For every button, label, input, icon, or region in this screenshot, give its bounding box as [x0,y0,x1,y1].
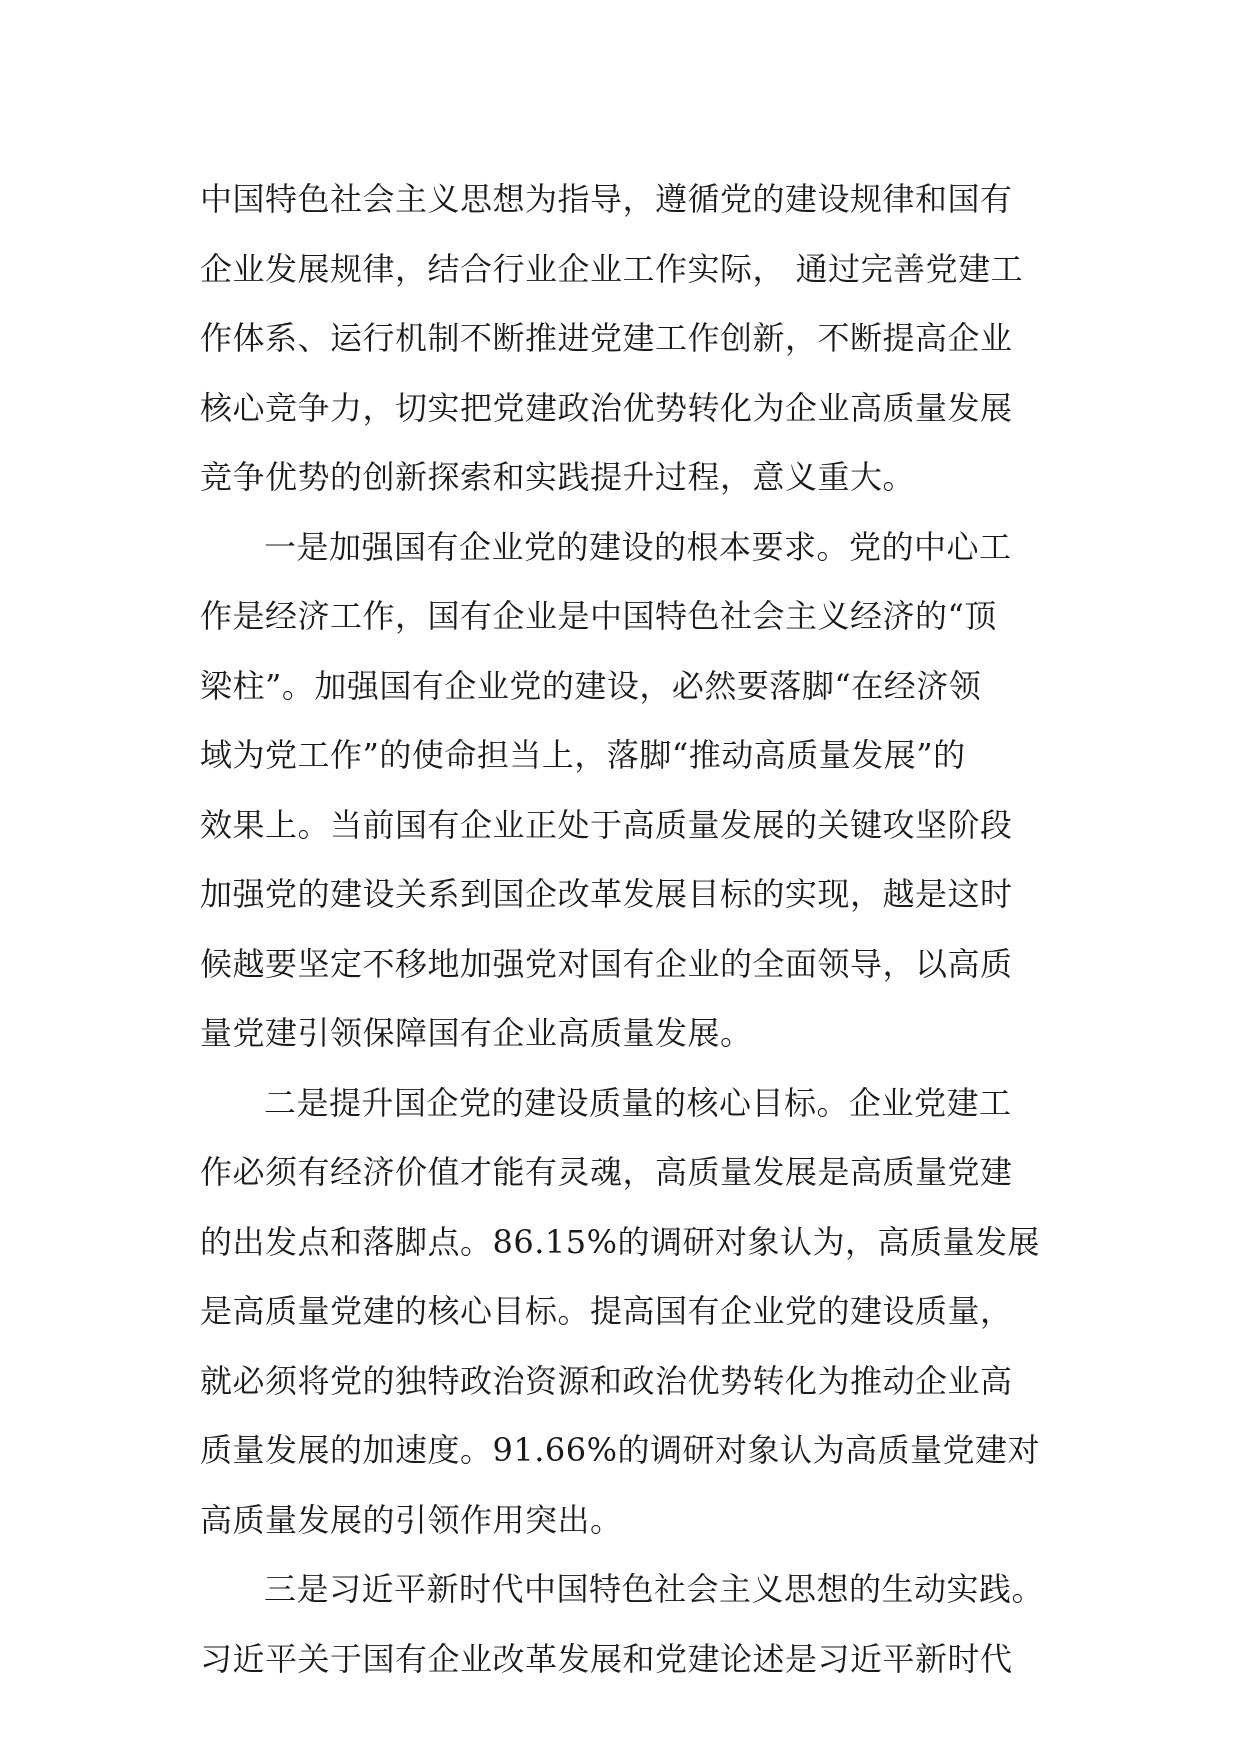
text-line: 域为党工作”的使命担当上，落脚“推动高质量发展”的 [200,736,966,774]
text-line: 是高质量党建的核心目标。提高国有企业党的建设质量， [200,1292,1013,1330]
text-line: 加强党的建设关系到国企改革发展目标的实现，越是这时 [200,875,1013,913]
text-line: 的出发点和落脚点。86.15%的调研对象认为，高质量发展 [200,1222,1041,1261]
text-line: 竞争优势的创新探索和实践提升过程，意义重大。 [200,458,916,496]
text-line: 质量发展的加速度。91.66%的调研对象认为高质量党建对 [200,1431,1041,1469]
paragraph-first-line: 二是提升国企党的建设质量的核心目标。企业党建工 [264,1083,1012,1122]
text-line: 作必须有经济价值才能有灵魂，高质量发展是高质量党建 [200,1153,1013,1191]
text-line: 作体系、运行机制不断推进党建工作创新，不断提高企业 [200,319,1013,357]
paragraph-first-line: 三是习近平新时代中国特色社会主义思想的生动实践。 [264,1570,1045,1608]
text-line: 候越要坚定不移地加强党对国有企业的全面领导，以高质 [200,944,1013,983]
text-line: 效果上。当前国有企业正处于高质量发展的关键攻坚阶段 [200,805,1013,844]
text-line: 中国特色社会主义思想为指导，遵循党的建设规律和国有 [200,180,1013,218]
body-text [200,165,1060,1694]
text-line: 高质量发展的引领作用突出。 [200,1500,623,1539]
text-line: 企业发展规律，结合行业企业工作实际， 通过完善党建工 [200,249,1024,288]
text-line: 习近平关于国有企业改革发展和党建论述是习近平新时代 [200,1639,1013,1678]
text-line: 梁柱”。加强国有企业党的建设，必然要落脚“在经济领 [200,666,982,705]
paragraph-first-line: 一是加强国有企业党的建设的根本要求。党的中心工 [264,527,1012,566]
text-line: 核心竞争力，切实把党建政治优势转化为企业高质量发展 [200,388,1013,427]
text-line: 就必须将党的独特政治资源和政治优势转化为推动企业高 [200,1361,1013,1400]
text-line: 量党建引领保障国有企业高质量发展。 [200,1014,753,1052]
text-line: 作是经济工作，国有企业是中国特色社会主义经济的“顶 [200,597,997,635]
